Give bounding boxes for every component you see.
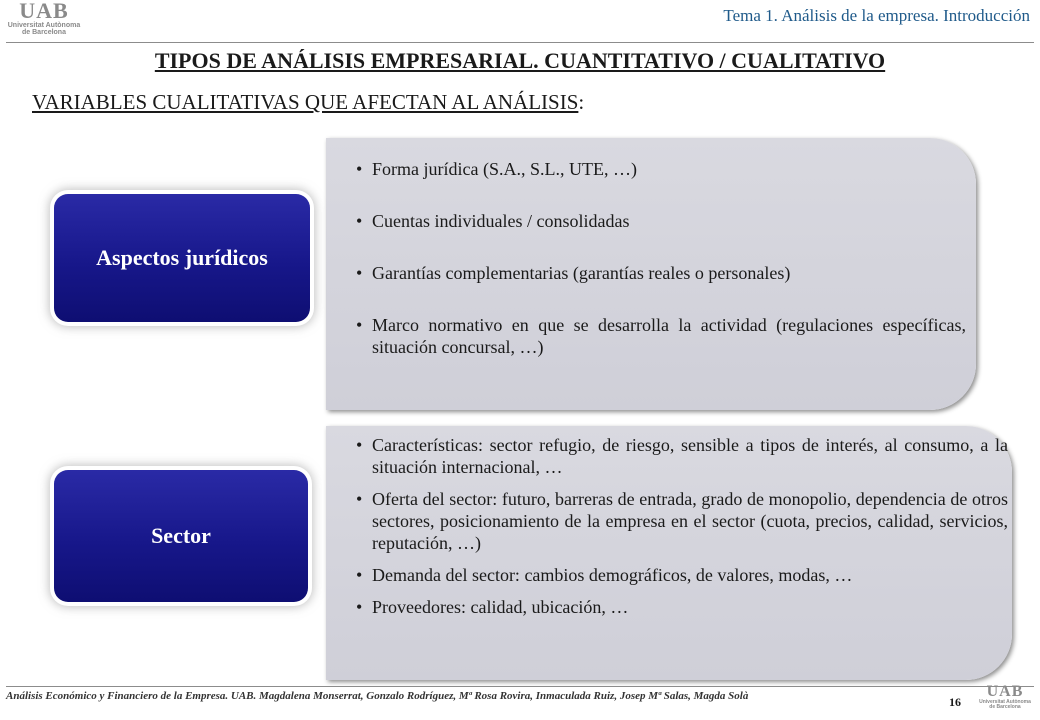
panel-aspectos-juridicos [326, 138, 976, 410]
bullet-list-aspectos-juridicos [356, 158, 966, 358]
slide-header-title: Tema 1. Análisis de la empresa. Introducción [723, 6, 1030, 25]
uab-logo-bottom [972, 684, 1038, 711]
list-item: • Características: sector refugio, de riesgo, sensible a tipos de interés, al consumo, a la situación internacional, … [356, 434, 1008, 478]
page-number: 16 [949, 695, 961, 709]
logo-mark: UAB [19, 0, 69, 23]
list-item: • Demanda del sector: cambios demográficos, de valores, modas, … [356, 564, 1008, 586]
logo-mark: UAB [986, 683, 1024, 700]
logo-line-2: de Barcelona [989, 704, 1021, 711]
list-item: • Proveedores: calidad, ubicación, … [356, 596, 1008, 618]
panel-sector [326, 426, 1012, 680]
label-sector: Sector [54, 470, 308, 602]
bullet-list-sector [356, 434, 1008, 618]
footer-divider [6, 686, 1034, 687]
footer-credits: Análisis Económico y Financiero de la Empresa. UAB. Magdalena Monserrat, Gonzalo Rodríguez, Mª Rosa Rovira, Inmaculada Ruiz, Josep Mª Salas, Magda Solà [6, 690, 749, 702]
list-item: • Forma jurídica (S.A., S.L., UTE, …) [356, 158, 966, 180]
list-item: • Marco normativo en que se desarrolla la actividad (regulaciones específicas, situación concursal, …) [356, 314, 966, 358]
subtitle-text: VARIABLES CUALITATIVAS QUE AFECTAN AL ANÁLISIS [32, 90, 579, 114]
logo-line-1: Universitat Autònoma [7, 22, 81, 29]
header-divider [6, 42, 1034, 43]
uab-logo-top [4, 0, 84, 37]
page-subtitle [32, 90, 584, 115]
subtitle-suffix: : [578, 90, 585, 114]
page-title: TIPOS DE ANÁLISIS EMPRESARIAL. CUANTITATIVO / CUALITATIVO [154, 48, 886, 73]
logo-line-2: de Barcelona [22, 29, 66, 37]
list-item: • Garantías complementarias (garantías reales o personales) [356, 262, 966, 284]
label-aspectos-juridicos: Aspectos jurídicos [54, 194, 310, 322]
list-item: • Oferta del sector: futuro, barreras de entrada, grado de monopolio, dependencia de otros sectores, posicionamiento de la empresa en el sector (cuota, precios, calidad, servicios, reputación, …) [356, 488, 1008, 554]
list-item: • Cuentas individuales / consolidadas [356, 210, 966, 232]
logo-line-1: Universitat Autònoma [979, 699, 1031, 705]
